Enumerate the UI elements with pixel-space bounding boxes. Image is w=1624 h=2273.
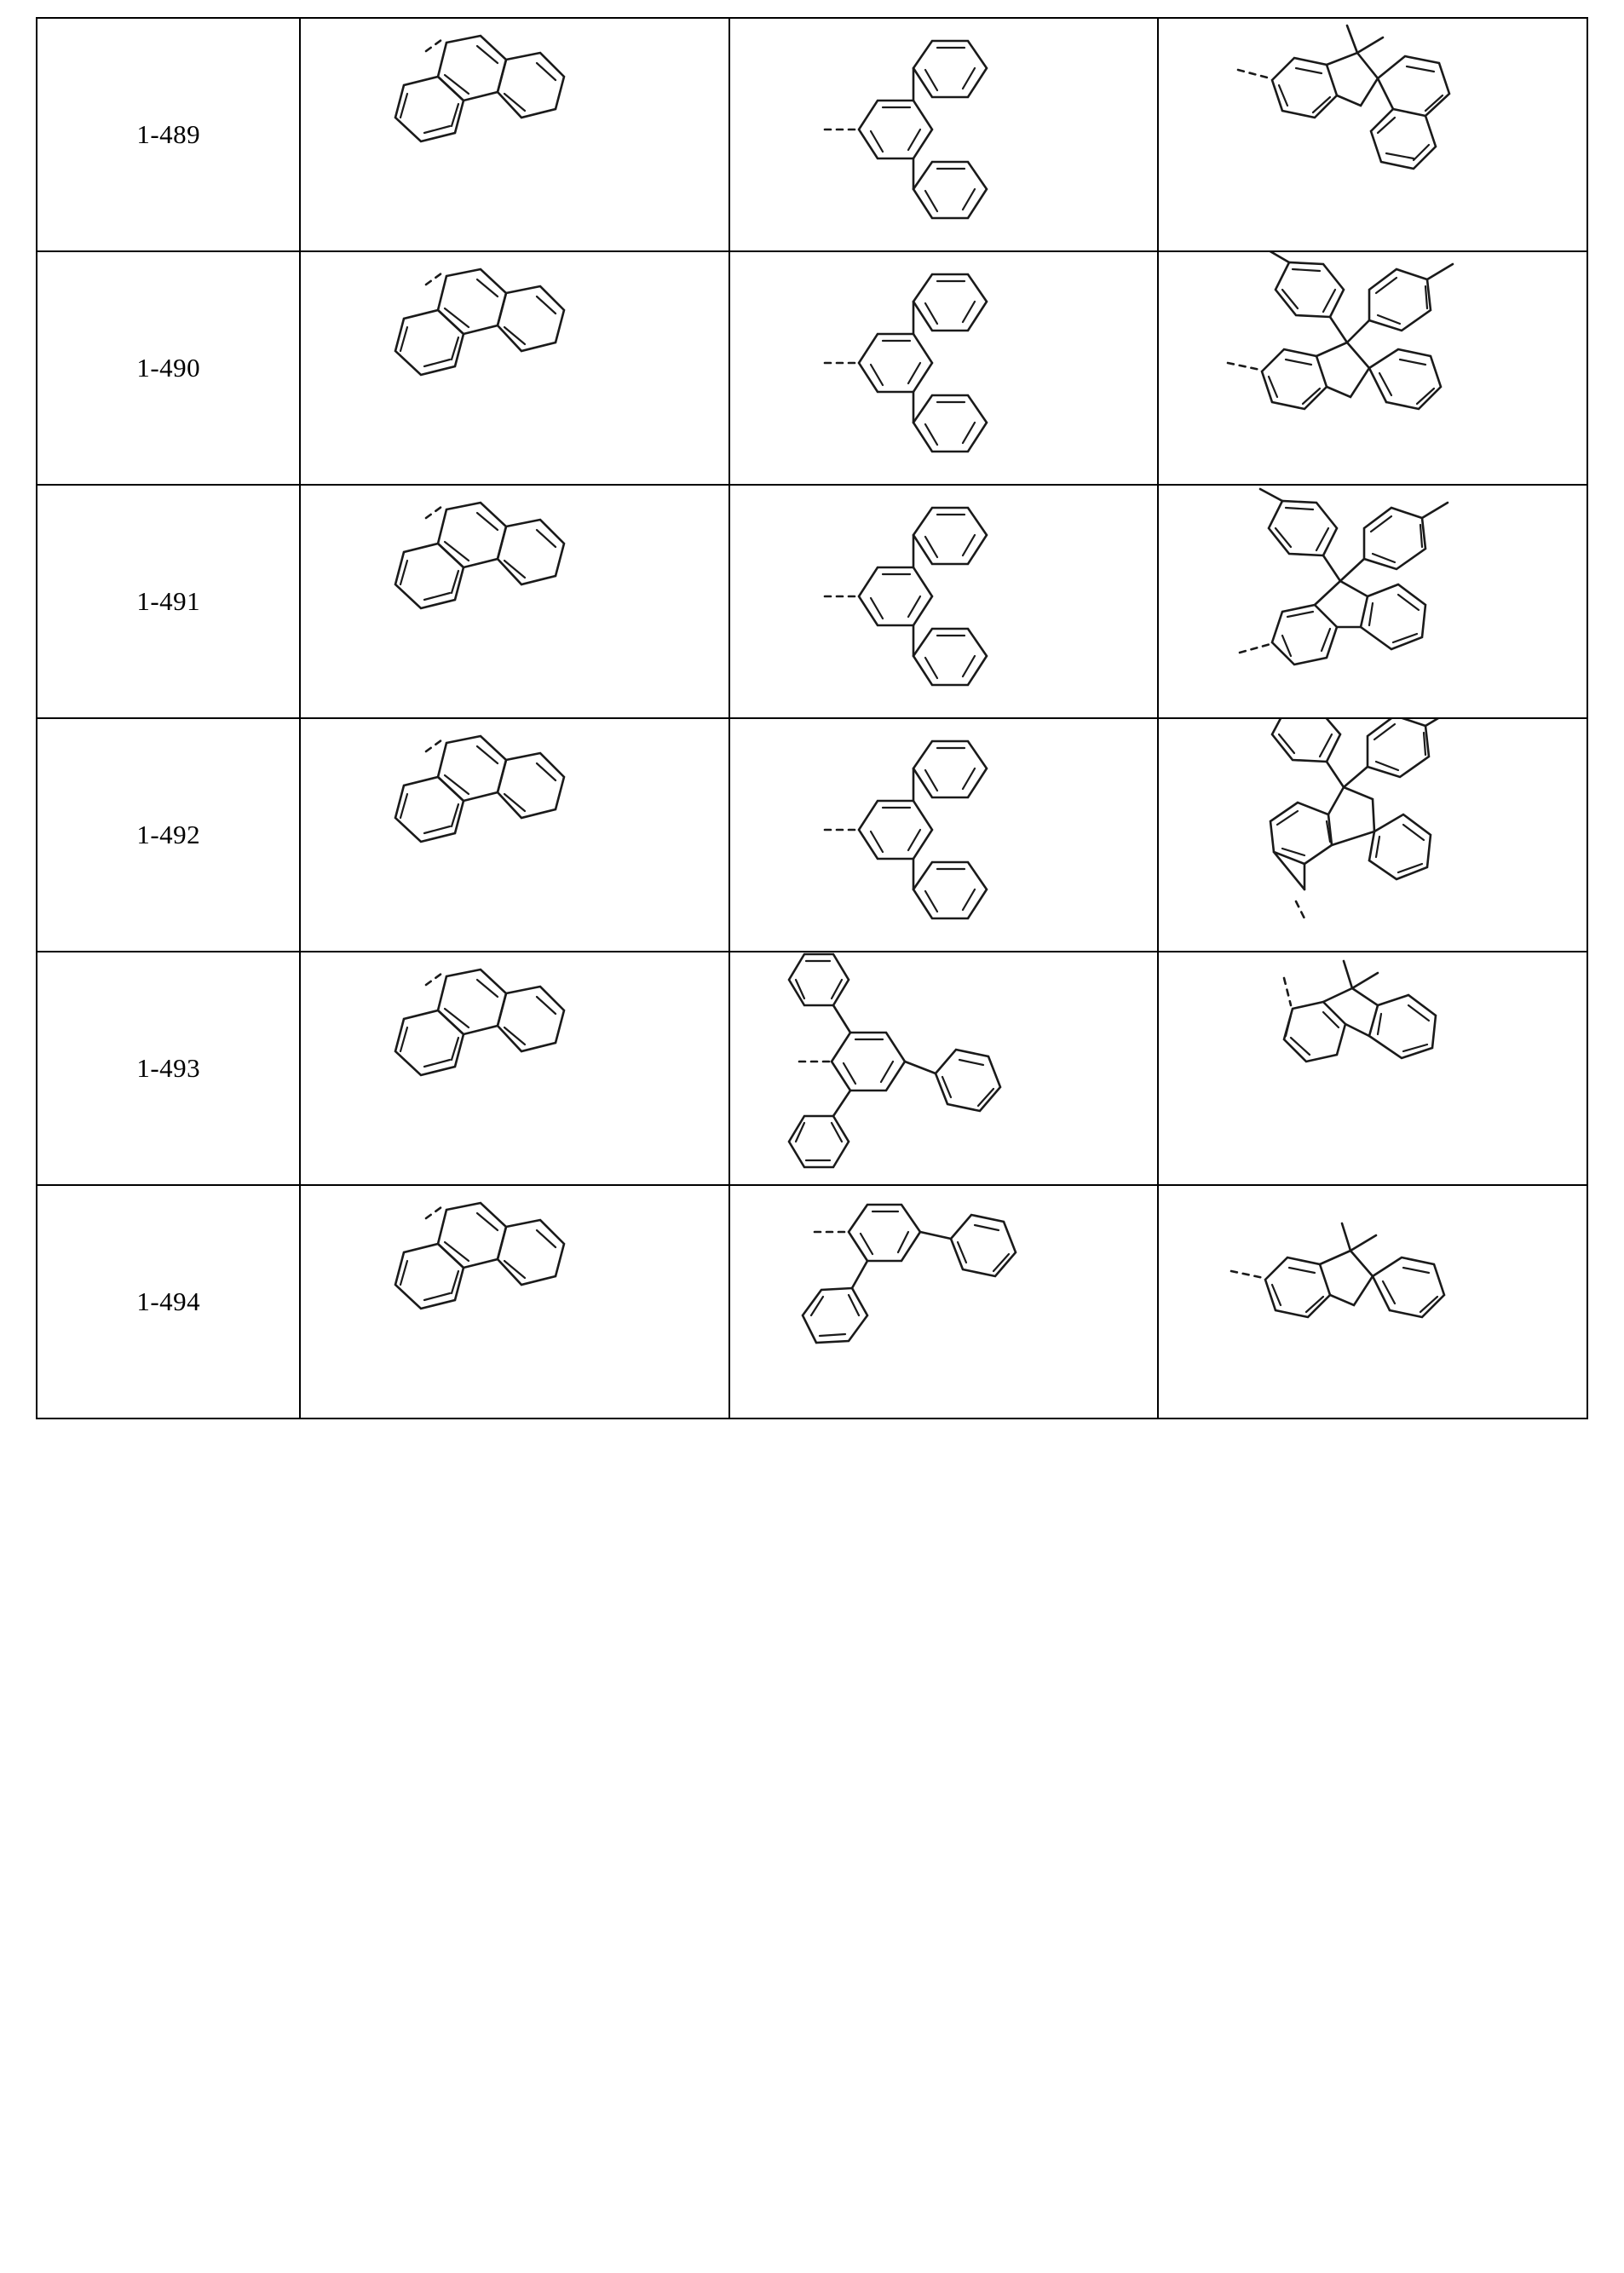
structure-phenanthrene — [300, 251, 729, 485]
structure-phenanthrene — [300, 18, 729, 251]
table-row — [37, 251, 1587, 485]
structure-phenanthrene — [300, 718, 729, 952]
structure-m-terphenyl-alt — [729, 1185, 1159, 1418]
compound-id: 1-490 — [37, 251, 300, 485]
table-row — [37, 485, 1587, 718]
structure-m-terphenyl — [729, 485, 1159, 718]
structure-bis-tolyl-fluorene-2yl — [1158, 251, 1587, 485]
compound-id: 1-494 — [37, 1185, 300, 1418]
table-row — [37, 718, 1587, 952]
structure-phenanthrene — [300, 1185, 729, 1418]
table-row — [37, 18, 1587, 251]
structure-triphenylbenzene — [729, 952, 1159, 1185]
compound-id: 1-492 — [37, 718, 300, 952]
structure-m-terphenyl — [729, 718, 1159, 952]
table-row — [37, 1185, 1587, 1418]
chemical-structure-table — [36, 17, 1588, 1419]
structure-phenanthrene — [300, 485, 729, 718]
structure-bis-tolyl-fluorene-3yl — [1158, 485, 1587, 718]
structure-m-terphenyl — [729, 251, 1159, 485]
structure-dimethyl-benzofluorene — [1158, 18, 1587, 251]
structure-m-terphenyl — [729, 18, 1159, 251]
compound-id: 1-491 — [37, 485, 300, 718]
compound-id: 1-489 — [37, 18, 300, 251]
compound-id: 1-493 — [37, 952, 300, 1185]
structure-phenanthrene — [300, 952, 729, 1185]
table-row — [37, 952, 1587, 1185]
structure-dimethylfluorene-2yl — [1158, 1185, 1587, 1418]
structure-dimethylfluorene-1yl — [1158, 952, 1587, 1185]
structure-bis-tolyl-fluorene-4yl — [1158, 718, 1587, 952]
